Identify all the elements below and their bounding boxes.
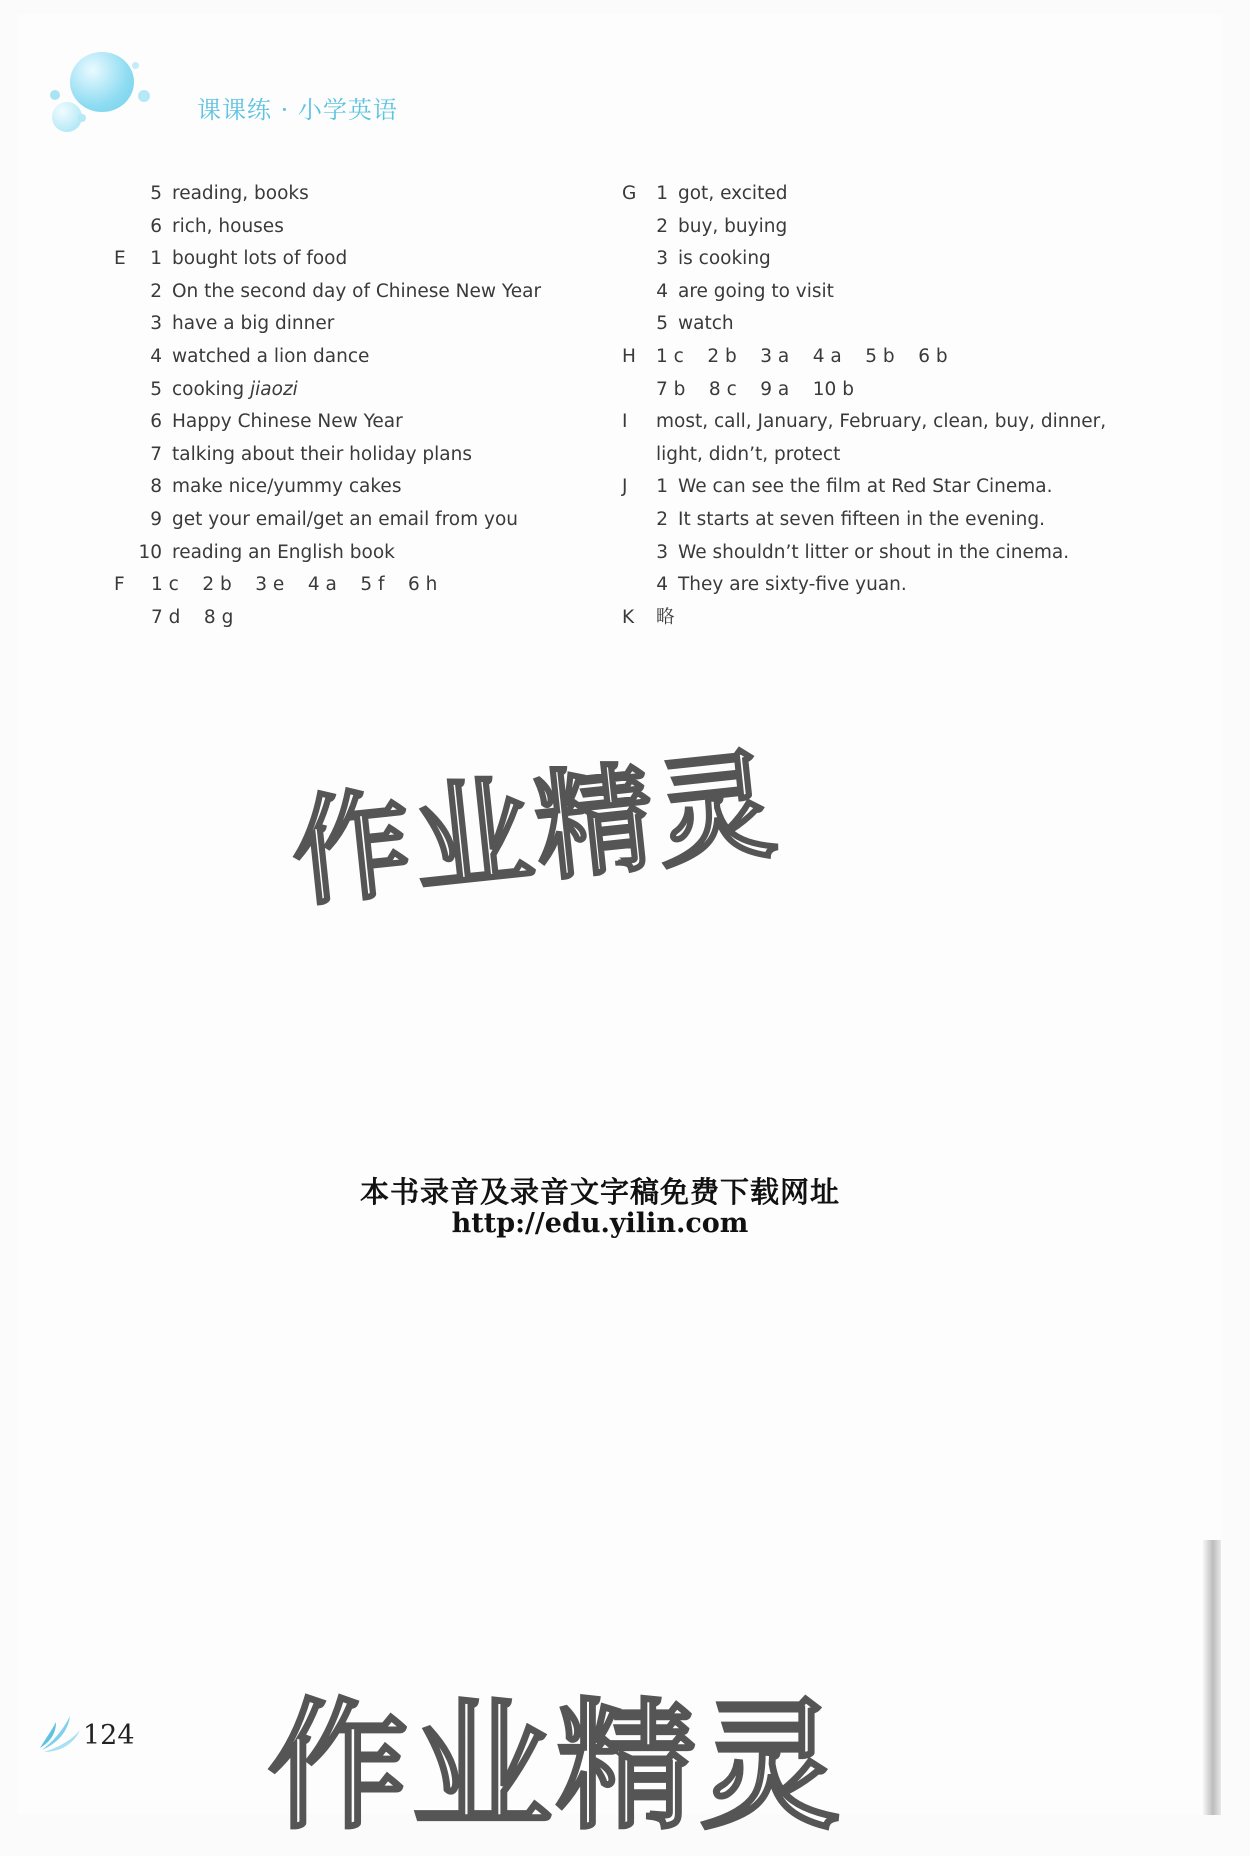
answer-text [172,537,395,569]
answer-text [172,471,401,503]
item-number: 2 [656,509,668,530]
answer-text-main: most, call, January, February, clean, buy, dinner, [656,411,1107,433]
section-label: E [114,248,126,270]
answer-text [678,308,734,340]
item-number: 8 [150,476,162,498]
item-number: 9 [150,509,162,530]
answer-text [172,341,369,373]
answer-text [172,276,541,308]
answer-text-main: watched a lion dance [172,346,370,367]
answer-text [678,211,787,243]
item-number: 4 [656,574,668,596]
watermark-bottom: 作业精灵 [268,1686,845,1849]
download-notice: 本书录音及录音文字稿免费下载网址 [359,1175,840,1209]
item-number: 2 [656,215,668,237]
answer-text-main: light, didn’t, protect [656,443,841,465]
section-label: I [622,411,628,433]
answer-text [656,341,948,373]
answer-text-main: get your email/get an email from you [172,509,519,530]
section-label: G [622,183,637,204]
item-number: 4 [150,346,162,367]
answer-text [172,406,403,438]
answer-text [678,243,771,275]
answer-text-main: bought lots of food [172,248,348,270]
header-title: 课课练 · 小学英语 [197,96,398,124]
section-label: K [622,606,635,628]
item-number: 1 [656,183,668,204]
answer-text-main: reading an English book [172,541,395,563]
answer-text [172,439,472,471]
page-number: 124 [83,1720,135,1751]
answer-text-main: have a big dinner [172,313,335,335]
answer-text [172,374,298,406]
answer-text [172,243,347,275]
answer-text-main: make nice/yummy cakes [172,476,402,498]
section-label: J [622,476,628,498]
answer-text [678,569,907,601]
answer-text [172,308,334,340]
answer-text-main: 7 b 8 c 9 a 10 b [656,378,854,400]
answer-text [172,178,309,210]
answer-text-main: buy, buying [678,215,788,237]
answer-text-main: On the second day of Chinese New Year [172,280,542,302]
answer-text [678,504,1045,536]
answer-text-main: 7 d 8 g [151,606,234,628]
download-url: http://edu.yilin.com [451,1208,749,1239]
answer-text-main: 略 [656,606,675,628]
answer-text-main: are going to visit [678,280,834,302]
answer-text-main: We shouldn’t litter or shout in the cinema. [678,541,1070,563]
answer-text [656,406,1106,438]
answer-text [656,439,840,471]
item-number: 5 [150,378,162,400]
item-number: 7 [150,443,162,465]
answer-text-main: We can see the film at Red Star Cinema. [678,476,1053,498]
answer-text [151,569,437,601]
answer-text [656,374,854,406]
answer-text [678,178,787,210]
answer-text-main: 1 c 2 b 3 e 4 a 5 f 6 h [151,574,438,596]
answer-text [172,504,518,536]
answer-text-main: watch [678,313,734,335]
item-number: 4 [656,280,668,302]
answer-text-main: got, excited [678,183,788,204]
item-number: 3 [150,313,162,335]
section-label: H [622,346,636,367]
answer-text-main: cooking [172,378,251,400]
answer-text-main: 1 c 2 b 3 a 4 a 5 b 6 b [656,346,948,367]
answer-text-main: is cooking [678,248,771,270]
item-number: 6 [150,215,162,237]
leaf-icon [40,1712,82,1754]
answer-text [172,211,284,243]
page-edge-shadow [1203,1540,1221,1815]
answer-text-main: talking about their holiday plans [172,443,472,465]
item-number: 6 [150,411,162,433]
item-number: 1 [150,248,162,270]
answer-text [656,602,675,634]
item-number: 3 [656,541,668,563]
answer-text-main: rich, houses [172,215,284,237]
item-number: 2 [150,280,162,302]
answer-text-main: It starts at seven fifteen in the evening. [678,509,1046,530]
answer-text [151,602,233,634]
item-number: 5 [150,183,162,204]
item-number: 1 [656,476,668,498]
answer-text [678,471,1053,503]
item-number: 3 [656,248,668,270]
answer-text [678,537,1069,569]
answer-text-main: They are sixty-five yuan. [678,574,907,596]
item-number: 5 [656,313,668,335]
section-label: F [114,574,125,596]
item-number: 10 [138,541,162,563]
bubbles-logo-icon [50,48,170,158]
answer-text-main: Happy Chinese New Year [172,411,403,433]
answer-text-main: reading, books [172,183,309,204]
answer-text [678,276,834,308]
answer-text-italic: jiaozi [250,378,298,400]
watermark-top: 作业精灵 [285,734,786,924]
